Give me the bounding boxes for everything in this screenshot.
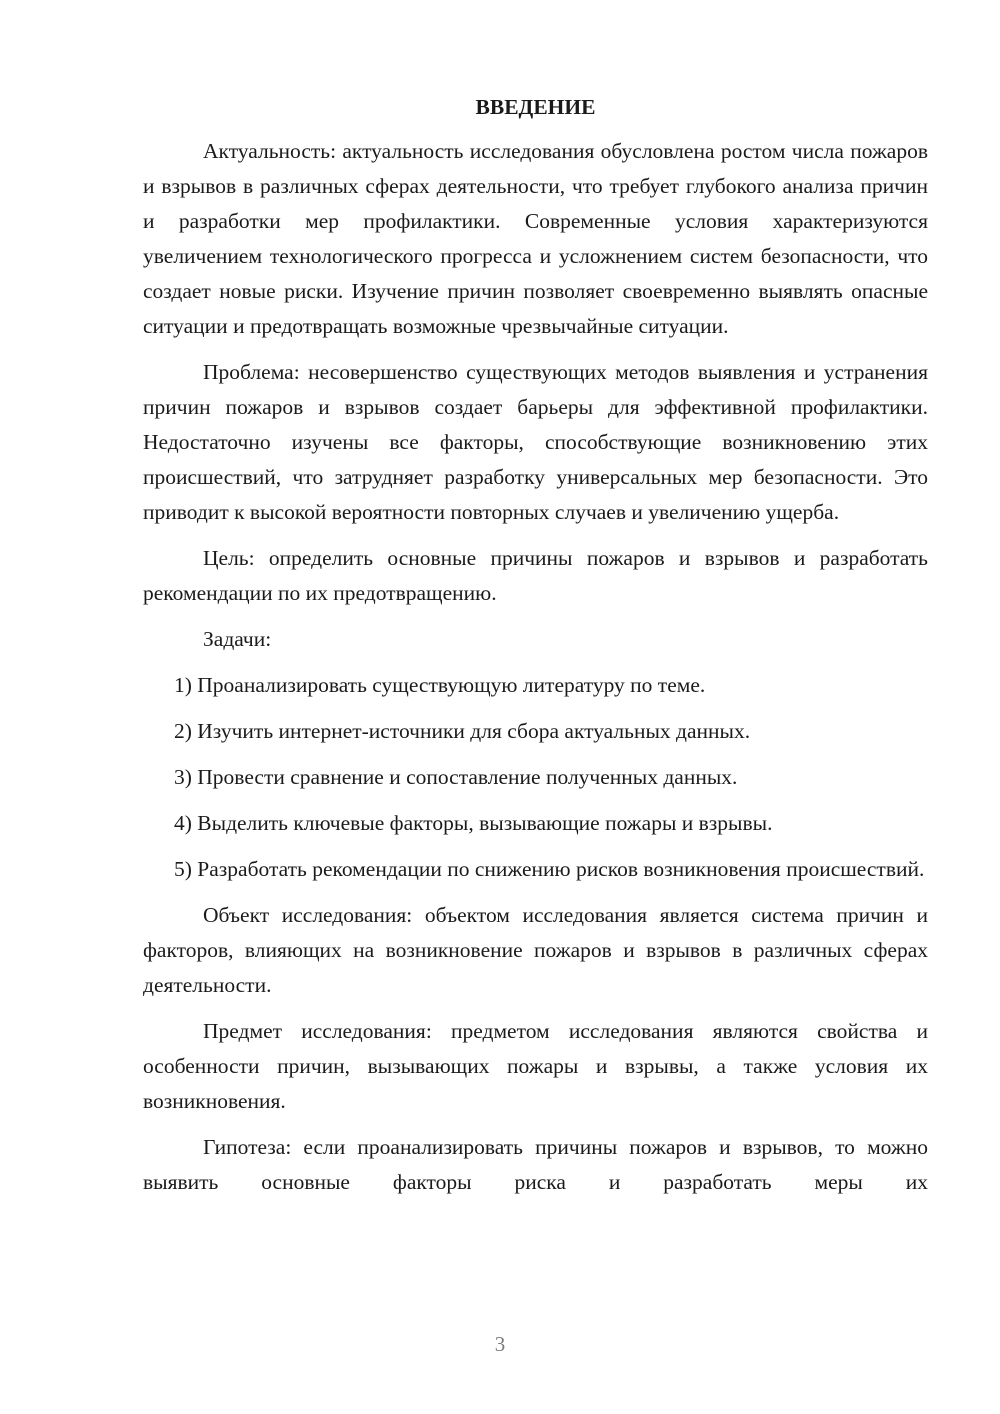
page-number: 3	[494, 1332, 506, 1356]
task-item: 1) Проанализировать существующую литературу по теме.	[174, 673, 706, 697]
paragraph-problem: Проблема: несовершенство существующих методов выявления и устранения причин пожаров и взрывов создает барьеры для эффективной профилактики. Недостаточно изучены все факторы, способствующие возникновению этих происшествий, что затрудняет разработку универсальных мер безопасности. Это приводит к высокой вероятности повторных случаев и увеличению ущерба.	[143, 360, 928, 524]
paragraph-object: Объект исследования: объектом исследования является система причин и факторов, влияющих на возникновение пожаров и взрывов в различных сферах деятельности.	[143, 903, 928, 997]
task-item: 3) Провести сравнение и сопоставление полученных данных.	[174, 765, 738, 789]
document-page	[143, 90, 928, 1200]
paragraph-hypothesis: Гипотеза: если проанализировать причины пожаров и взрывов, то можно выявить основные факторы риска и разработать меры их	[143, 1135, 928, 1194]
tasks-heading: Задачи:	[203, 627, 272, 651]
paragraph-subject: Предмет исследования: предметом исследования являются свойства и особенности причин, вызывающих пожары и взрывы, а также условия их возникновения.	[143, 1019, 928, 1113]
paragraph-relevance: Актуальность: актуальность исследования обусловлена ростом числа пожаров и взрывов в различных сферах деятельности, что требует глубокого анализа причин и разработки мер профилактики. Современные условия характеризуются увеличением технологического прогресса и усложнением систем безопасности, что создает новые риски. Изучение причин позволяет своевременно выявлять опасные ситуации и предотвращать возможные чрезвычайные ситуации.	[143, 139, 928, 338]
task-item: 5) Разработать рекомендации по снижению рисков возникновения происшествий.	[174, 857, 925, 881]
task-item: 4) Выделить ключевые факторы, вызывающие пожары и взрывы.	[174, 811, 773, 835]
section-title: ВВЕДЕНИЕ	[475, 95, 596, 119]
paragraph-goal: Цель: определить основные причины пожаров и взрывов и разработать рекомендации по их предотвращению.	[143, 546, 928, 605]
task-item: 2) Изучить интернет-источники для сбора актуальных данных.	[174, 719, 751, 743]
